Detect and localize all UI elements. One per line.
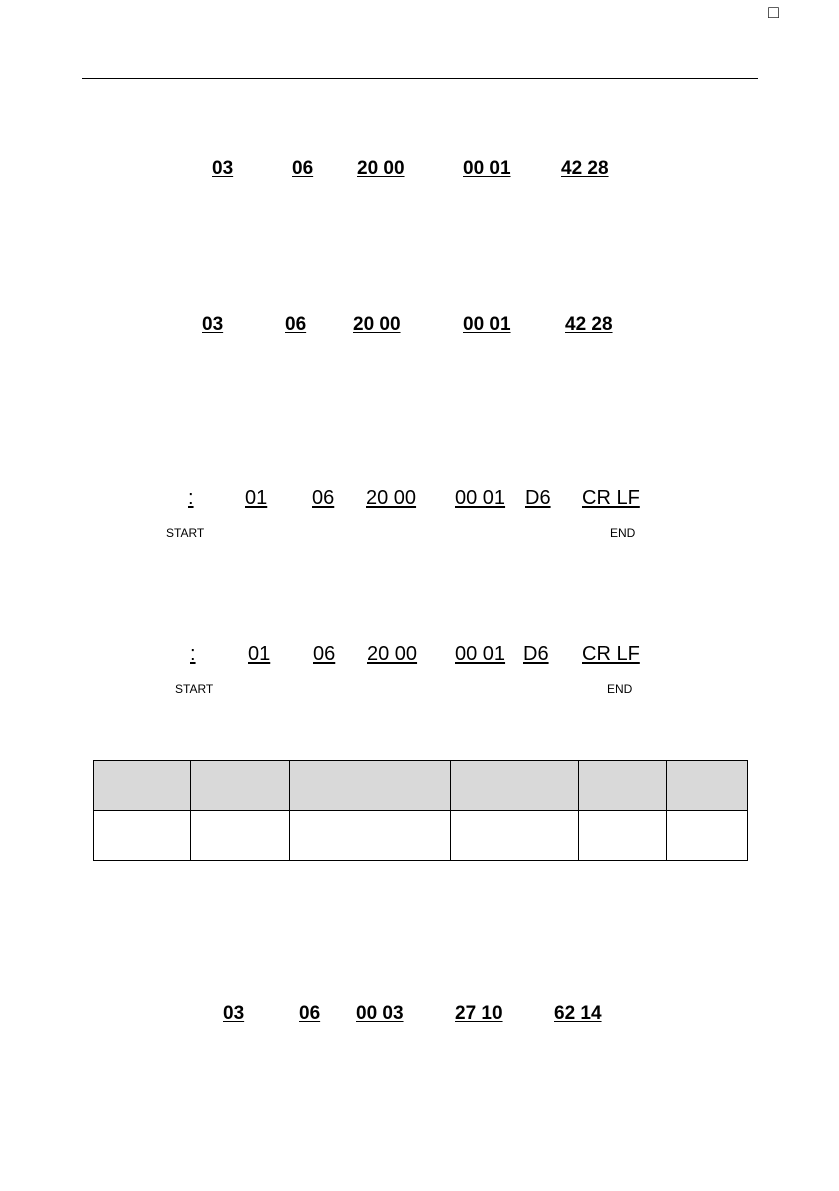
table-cell	[290, 811, 451, 861]
page-number-icon: □	[768, 2, 779, 22]
frame-token: 00 01	[455, 643, 506, 665]
table-cell	[451, 811, 579, 861]
frame-token: CR LF	[582, 487, 640, 509]
frame-token: 01	[248, 643, 271, 665]
table-header-cell	[667, 761, 748, 811]
frame-token: 00 01	[455, 487, 506, 509]
frame-token: 20 00	[357, 158, 405, 179]
table-header-cell	[94, 761, 191, 811]
frame-token: 42 28	[565, 314, 613, 335]
frame-token: 00 03	[356, 1003, 404, 1024]
start-label: START	[175, 682, 214, 696]
frame-token: 20 00	[353, 314, 401, 335]
table-cell	[579, 811, 667, 861]
frame-token: :	[188, 487, 194, 509]
rtu-request-frame	[0, 158, 839, 192]
frame-token: 20 00	[367, 643, 418, 665]
frame-token: 03	[223, 1003, 245, 1024]
table-header-cell	[451, 761, 579, 811]
frame-token: 03	[212, 158, 234, 179]
frame-token: 00 01	[463, 158, 511, 179]
table-header-cell	[290, 761, 451, 811]
table-cell	[667, 811, 748, 861]
frame-token: 00 01	[463, 314, 511, 335]
frame-token: 20 00	[366, 487, 417, 509]
table-header-cell	[579, 761, 667, 811]
frame-token: D6	[525, 487, 551, 509]
start-label: START	[166, 526, 205, 540]
frame-token: 06	[299, 1003, 321, 1024]
table-cell	[94, 811, 191, 861]
ascii-request-frame	[0, 487, 839, 521]
frame-token: 06	[292, 158, 314, 179]
frame-token: 27 10	[455, 1003, 503, 1024]
frame-token: 03	[202, 314, 224, 335]
frame-token: 42 28	[561, 158, 609, 179]
frame-token: 01	[245, 487, 268, 509]
frame-token: D6	[523, 643, 549, 665]
frame-token: 62 14	[554, 1003, 602, 1024]
end-label: END	[607, 682, 633, 696]
frame-token: 06	[312, 487, 335, 509]
frame-token: 06	[313, 643, 336, 665]
end-label: END	[610, 526, 636, 540]
register-table	[93, 760, 748, 861]
table-row	[94, 811, 748, 861]
table-header-cell	[191, 761, 290, 811]
rtu-write-freq-frame	[0, 1003, 839, 1037]
rtu-response-frame	[0, 314, 839, 348]
frame-token: :	[190, 643, 196, 665]
ascii-response-frame	[0, 643, 839, 677]
table-cell	[191, 811, 290, 861]
table-header-row	[94, 761, 748, 811]
frame-token: CR LF	[582, 643, 640, 665]
header-rule	[82, 78, 758, 79]
frame-token: 06	[285, 314, 307, 335]
